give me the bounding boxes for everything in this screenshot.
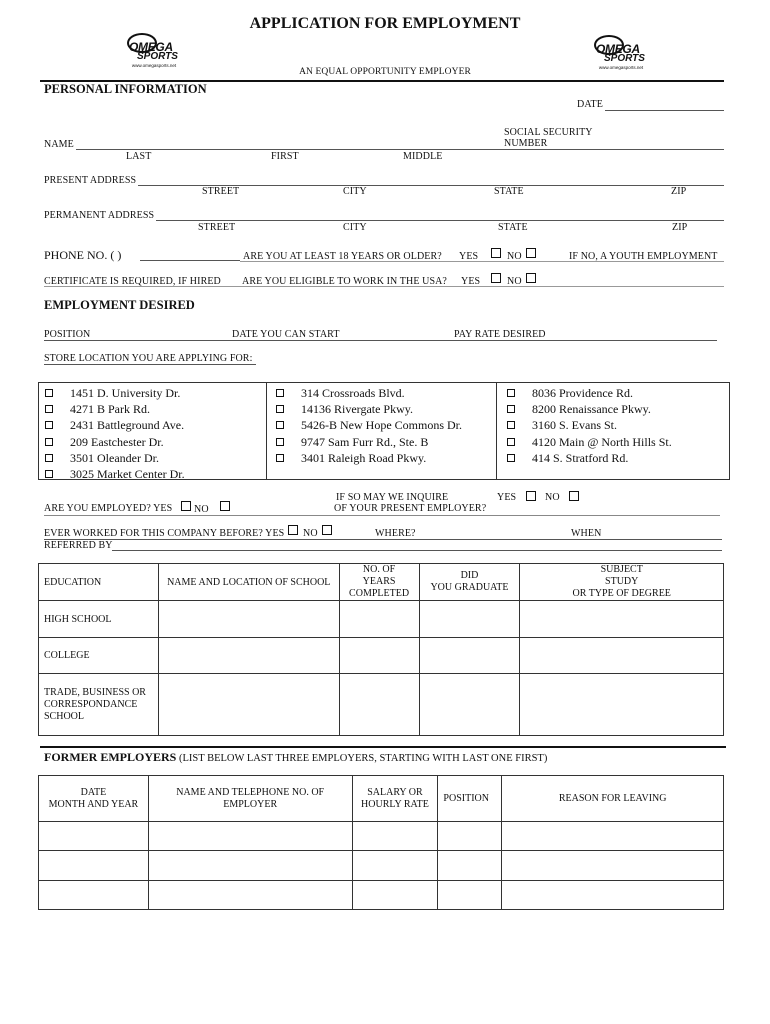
age-yes-checkbox[interactable] [491, 248, 501, 258]
store-option-label: 8200 Renaissance Pkwy. [532, 402, 651, 417]
worked-no-checkbox[interactable] [322, 525, 332, 535]
referred-by-label: REFERRED BY [44, 540, 113, 551]
table-cell[interactable] [158, 674, 339, 736]
table-cell[interactable] [148, 881, 352, 910]
salary-header: SALARY OR HOURLY RATE [352, 776, 438, 822]
eligible-question: ARE YOU ELIGIBLE TO WORK IN THE USA? [242, 276, 447, 287]
store-option-label: 14136 Rivergate Pkwy. [301, 402, 413, 417]
logo-url: www.omegasports.net [131, 63, 177, 68]
logo-text-omega: OMEGA [129, 40, 173, 54]
street-label: STREET [198, 222, 236, 233]
graduate-header: DID YOU GRADUATE [419, 564, 520, 601]
table-cell[interactable] [502, 851, 724, 881]
table-cell[interactable] [419, 674, 520, 736]
store-checkbox[interactable] [507, 389, 515, 397]
store-option-label: 3401 Raleigh Road Pkwy. [301, 450, 427, 465]
table-cell[interactable] [39, 851, 149, 881]
store-option-label: 9747 Sam Furr Rd., Ste. B [301, 434, 429, 449]
table-cell[interactable] [352, 851, 438, 881]
former-employers-title: FORMER EMPLOYERS [44, 750, 177, 764]
table-cell[interactable] [502, 822, 724, 851]
employed-row-rule [44, 515, 720, 516]
table-cell[interactable] [339, 674, 419, 736]
pay-rate-label: PAY RATE DESIRED [454, 329, 546, 340]
eligible-no-label: NO [507, 276, 522, 287]
when-label: WHEN [571, 528, 602, 539]
name-label: NAME [44, 139, 74, 150]
ssn-label-1: SOCIAL SECURITY [504, 127, 593, 138]
page-title: APPLICATION FOR EMPLOYMENT [249, 15, 521, 32]
age-no-label: NO [507, 251, 522, 262]
store-location-label: STORE LOCATION YOU ARE APPLYING FOR: [44, 353, 253, 364]
position-header: POSITION [438, 776, 502, 822]
worked-yes-checkbox[interactable] [288, 525, 298, 535]
store-location-underline [44, 364, 256, 365]
store-checkbox[interactable] [45, 405, 53, 413]
education-header-row [39, 564, 724, 601]
subject-header: SUBJECT STUDY OR TYPE OF DEGREE [520, 564, 724, 601]
age-row-rule [240, 261, 724, 262]
worked-no-label: NO [303, 528, 318, 539]
employed-no-checkbox[interactable] [220, 501, 230, 511]
store-table-divider [496, 382, 497, 480]
table-cell[interactable] [438, 851, 502, 881]
college-label: COLLEGE [39, 638, 159, 674]
eligible-row-rule [44, 286, 724, 287]
store-option-label: 4271 B Park Rd. [70, 402, 151, 417]
street-label: STREET [202, 186, 240, 197]
table-row [39, 601, 724, 638]
employed-yes-checkbox[interactable] [181, 501, 191, 511]
start-date-label: DATE YOU CAN START [232, 329, 340, 340]
age-no-checkbox[interactable] [526, 248, 536, 258]
store-checkbox[interactable] [276, 438, 284, 446]
table-cell[interactable] [419, 601, 520, 638]
permanent-address-field[interactable] [156, 220, 724, 221]
table-cell[interactable] [339, 601, 419, 638]
middle-label: MIDDLE [403, 151, 443, 162]
table-cell[interactable] [352, 881, 438, 910]
table-row [39, 674, 724, 736]
logo-text-sports: SPORTS [137, 51, 178, 62]
store-option-label: 1451 D. University Dr. [70, 386, 181, 400]
employed-no-label: NO [194, 504, 209, 515]
city-label: CITY [343, 222, 367, 233]
name-field[interactable] [76, 149, 724, 150]
table-row [39, 851, 724, 881]
years-header: NO. OF YEARS COMPLETED [339, 564, 419, 601]
trade-school-label: TRADE, BUSINESS OR CORRESPONDANCE SCHOOL [39, 674, 159, 736]
store-option-label: 5426-B New Hope Commons Dr. [301, 418, 462, 433]
youth-note: IF NO, A YOUTH EMPLOYMENT [569, 251, 718, 262]
certificate-note: CERTIFICATE IS REQUIRED, IF HIRED [44, 276, 221, 287]
date-label: DATE [577, 99, 603, 110]
former-employers-heading [44, 750, 547, 765]
table-cell[interactable] [419, 638, 520, 674]
table-cell[interactable] [158, 601, 339, 638]
zip-label: ZIP [671, 186, 687, 197]
inquire-label-2: OF YOUR PRESENT EMPLOYER? [334, 503, 487, 514]
store-checkbox[interactable] [507, 405, 515, 413]
inquire-yes-checkbox[interactable] [526, 491, 536, 501]
inquire-no-checkbox[interactable] [569, 491, 579, 501]
phone-label: PHONE NO. ( ) [44, 248, 122, 262]
store-option-label: 3160 S. Evans St. [532, 418, 618, 433]
reason-header: REASON FOR LEAVING [502, 776, 724, 822]
worked-before-question: EVER WORKED FOR THIS COMPANY BEFORE? YES [44, 528, 285, 539]
logo-url: www.omegasports.net [598, 65, 644, 70]
present-address-label: PRESENT ADDRESS [44, 175, 137, 186]
employment-desired-heading: EMPLOYMENT DESIRED [44, 298, 195, 312]
store-checkbox[interactable] [507, 438, 515, 446]
personal-info-heading: PERSONAL INFORMATION [44, 82, 207, 96]
ssn-label-2: NUMBER [504, 138, 548, 149]
table-cell[interactable] [339, 638, 419, 674]
table-cell[interactable] [438, 822, 502, 851]
date-field[interactable] [605, 110, 724, 111]
position-row-field[interactable] [44, 340, 717, 341]
store-option-label: 3025 Market Center Dr. [70, 467, 185, 481]
school-header: NAME AND LOCATION OF SCHOOL [158, 564, 339, 601]
subtitle: AN EQUAL OPPORTUNITY EMPLOYER [299, 67, 471, 77]
table-cell[interactable] [352, 822, 438, 851]
store-option-label: 4120 Main @ North Hills St. [532, 434, 672, 449]
store-option-label: 414 S. Stratford Rd. [532, 450, 629, 465]
former-employers-rule [40, 746, 726, 748]
permanent-address-label: PERMANENT ADDRESS [44, 210, 155, 221]
position-label: POSITION [44, 329, 91, 340]
city-label: CITY [343, 186, 367, 197]
education-header: EDUCATION [39, 564, 159, 601]
inquire-yes-label: YES [497, 492, 517, 503]
store-checkbox[interactable] [276, 389, 284, 397]
table-row [39, 638, 724, 674]
store-checkbox[interactable] [276, 421, 284, 429]
store-option-label: 314 Crossroads Blvd. [301, 386, 405, 400]
table-cell[interactable] [39, 881, 149, 910]
store-table-divider [266, 382, 267, 480]
store-checkbox[interactable] [45, 470, 53, 478]
zip-label: ZIP [672, 222, 688, 233]
state-label: STATE [498, 222, 528, 233]
education-table [38, 563, 724, 736]
table-cell[interactable] [502, 881, 724, 910]
table-row [39, 881, 724, 910]
store-option-label: 2431 Battleground Ave. [70, 418, 185, 433]
table-cell[interactable] [148, 822, 352, 851]
employer-header: NAME AND TELEPHONE NO. OF EMPLOYER [148, 776, 352, 822]
first-label: FIRST [271, 151, 299, 162]
eligible-yes-label: YES [461, 276, 481, 287]
logo-text-sports: SPORTS [604, 53, 645, 64]
former-employers-table [38, 775, 724, 910]
referred-by-field[interactable] [112, 550, 722, 551]
employed-question: ARE YOU EMPLOYED? YES [44, 503, 173, 514]
high-school-label: HIGH SCHOOL [39, 601, 159, 638]
eligible-yes-checkbox[interactable] [491, 273, 501, 283]
table-cell[interactable] [158, 638, 339, 674]
table-row [39, 822, 724, 851]
store-checkbox[interactable] [276, 454, 284, 462]
store-checkbox[interactable] [45, 421, 53, 429]
store-option-label: 209 Eastchester Dr. [70, 434, 164, 449]
table-cell[interactable] [520, 601, 724, 638]
store-checkbox[interactable] [45, 389, 53, 397]
where-label: WHERE? [375, 528, 416, 539]
state-label: STATE [494, 186, 524, 197]
logo-text-omega: OMEGA [596, 42, 640, 56]
table-cell[interactable] [39, 822, 149, 851]
store-option-label: 3501 Oleander Dr. [70, 450, 159, 465]
table-cell[interactable] [520, 674, 724, 736]
store-option-label: 8036 Providence Rd. [532, 386, 633, 400]
eligible-no-checkbox[interactable] [526, 273, 536, 283]
store-checkbox[interactable] [276, 405, 284, 413]
store-checkbox[interactable] [45, 454, 53, 462]
last-label: LAST [126, 151, 152, 162]
table-cell[interactable] [438, 881, 502, 910]
store-checkbox[interactable] [507, 454, 515, 462]
age-yes-label: YES [459, 251, 479, 262]
former-employers-note: (LIST BELOW LAST THREE EMPLOYERS, STARTING WITH LAST ONE FIRST) [176, 753, 548, 764]
former-header-row [39, 776, 724, 822]
table-cell[interactable] [520, 638, 724, 674]
date-header: DATE MONTH AND YEAR [39, 776, 149, 822]
store-checkbox[interactable] [45, 438, 53, 446]
age-question: ARE YOU AT LEAST 18 YEARS OR OLDER? [243, 251, 442, 262]
inquire-label-1: IF SO MAY WE INQUIRE [336, 492, 449, 503]
worked-before-field[interactable] [44, 539, 722, 540]
store-checkbox[interactable] [507, 421, 515, 429]
inquire-no-label: NO [545, 492, 560, 503]
table-cell[interactable] [148, 851, 352, 881]
phone-field[interactable] [140, 260, 240, 261]
